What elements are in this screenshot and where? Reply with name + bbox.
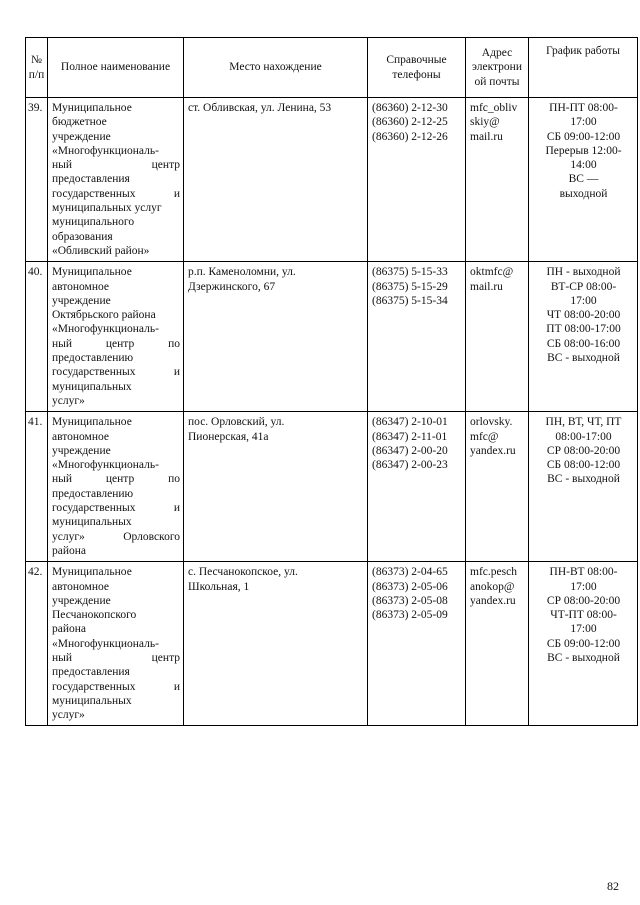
address-line: ст. Обливская, ул. Ленина, 53 (188, 102, 332, 114)
name-word: по (168, 337, 180, 350)
email-line: skiy@ (470, 116, 500, 129)
cell-address (184, 562, 368, 726)
address-line: Дзержинского, 67 (188, 280, 276, 293)
cell-address (184, 412, 368, 562)
header-phones-line: телефоны (392, 68, 441, 81)
cell-num: 39. (26, 98, 48, 262)
name-line (52, 187, 180, 201)
email-line: anokop@ (470, 580, 515, 593)
document-page (25, 37, 637, 893)
name-line: района (52, 623, 87, 636)
schedule-line: СБ 09:00-12:00 (546, 130, 621, 143)
header-email-line: Адрес (481, 47, 513, 60)
schedule-line: 17:00 (570, 623, 597, 636)
schedule-line: СР 08:00-20:00 (546, 444, 621, 457)
schedule-line: ВС — (568, 173, 599, 186)
name-line: учреждение (52, 294, 111, 307)
name-line: автономное (52, 580, 109, 593)
mfc-table (25, 37, 638, 726)
email-line: mfc@ (470, 430, 499, 443)
name-line: Октябрьского района (52, 309, 156, 322)
schedule-line: ВТ-СР 08:00- (550, 280, 617, 293)
phone-line: (86347) 2-00-23 (372, 459, 448, 472)
email-line: yandex.ru (470, 594, 516, 607)
name-line: «Многофункциональ- (52, 637, 159, 650)
email-line: mfc_obliv (470, 102, 518, 114)
schedule-line: СР 08:00-20:00 (546, 594, 621, 607)
name-line: района (52, 544, 87, 557)
name-line: учреждение (52, 130, 111, 143)
name-line: муниципальных (52, 516, 132, 529)
name-line: Муниципальное (52, 102, 132, 114)
email-line: yandex.ru (470, 444, 516, 457)
name-line: муниципальных (52, 380, 132, 393)
name-line: «Многофункциональ- (52, 323, 159, 336)
phone-line: (86375) 5-15-33 (372, 266, 448, 279)
name-word: ный (52, 159, 73, 172)
name-line (52, 530, 180, 544)
phone-line: (86360) 2-12-25 (372, 116, 448, 129)
address-line: с. Песчанокопское, ул. (188, 566, 298, 579)
name-word: по (168, 473, 180, 486)
header-phones-line: Справочные (386, 54, 447, 67)
header-email-line: ой почты (474, 75, 520, 88)
name-line: учреждение (52, 444, 111, 457)
header-num (26, 38, 48, 98)
table-row (26, 412, 638, 562)
name-line (52, 651, 180, 665)
schedule-line: ЧТ-ПТ 08:00- (550, 609, 617, 622)
schedule-line: ВС - выходной (547, 651, 620, 664)
name-line (52, 501, 180, 515)
address-line: р.п. Каменоломни, ул. (188, 266, 296, 279)
header-name (48, 38, 184, 98)
name-line (52, 337, 180, 351)
cell-name (48, 262, 184, 412)
name-line (52, 680, 180, 694)
name-word: ный (52, 473, 73, 486)
cell-phones (368, 562, 466, 726)
schedule-line: ЧТ 08:00-20:00 (546, 309, 621, 322)
name-line: Муниципальное (52, 566, 132, 579)
cell-address (184, 98, 368, 262)
name-line (52, 365, 180, 379)
email-line: mfc.pesch (470, 566, 517, 579)
address-line: пос. Орловский, ул. (188, 416, 285, 429)
name-line: Песчанокопского (52, 609, 137, 622)
phone-line: (86375) 5-15-29 (372, 280, 448, 293)
cell-num: 41. (26, 412, 48, 562)
cell-phones (368, 98, 466, 262)
header-num-line: № (31, 54, 42, 67)
header-name-label: Полное наименование (60, 61, 171, 74)
schedule-line: ПН - выходной (546, 266, 621, 279)
name-line: «Обливский район» (52, 244, 150, 257)
table-row (26, 98, 638, 262)
name-word: Орловского (123, 530, 180, 543)
schedule-line: выходной (559, 187, 608, 200)
name-line: услуг» (52, 709, 85, 722)
name-word: центр (105, 337, 135, 350)
phone-line: (86347) 2-10-01 (372, 416, 448, 429)
header-address-label: Место нахождение (229, 61, 322, 74)
schedule-line: Перерыв 12:00- (545, 144, 622, 157)
phone-line: (86373) 2-05-08 (372, 594, 448, 607)
phone-line: (86373) 2-05-06 (372, 580, 448, 593)
schedule-line: ВС - выходной (547, 352, 620, 365)
schedule-line: ПН-ПТ 08:00- (549, 102, 618, 114)
name-word: государственных (52, 680, 136, 693)
name-line: муниципальных (52, 694, 132, 707)
email-line: oktmfc@ (470, 266, 514, 279)
cell-phones (368, 412, 466, 562)
name-line: бюджетное (52, 116, 107, 129)
phone-line: (86347) 2-00-20 (372, 444, 448, 457)
phone-line: (86373) 2-05-09 (372, 609, 448, 622)
address-line: Школьная, 1 (188, 580, 250, 593)
name-word: и (173, 187, 180, 200)
schedule-line: СБ 09:00-12:00 (546, 637, 621, 650)
name-line: «Многофункциональ- (52, 144, 159, 157)
cell-schedule (529, 262, 638, 412)
name-line: услуг» (52, 394, 85, 407)
phone-line: (86347) 2-11-01 (372, 430, 448, 443)
cell-schedule (529, 98, 638, 262)
cell-address (184, 262, 368, 412)
schedule-line: 17:00 (570, 580, 597, 593)
header-num-line: п/п (28, 68, 45, 81)
table-row (26, 562, 638, 726)
schedule-line: ПН, ВТ, ЧТ, ПТ (545, 416, 622, 429)
email-line: mail.ru (470, 130, 503, 143)
header-address (184, 38, 368, 98)
name-word: и (173, 680, 180, 693)
cell-schedule (529, 562, 638, 726)
name-line: муниципальных услуг (52, 202, 162, 215)
schedule-line: ПН-ВТ 08:00- (549, 566, 618, 579)
name-word: центр (151, 651, 180, 664)
header-schedule (529, 38, 638, 98)
phone-line: (86360) 2-12-26 (372, 130, 448, 143)
email-line: mail.ru (470, 280, 503, 293)
name-line: учреждение (52, 594, 111, 607)
table-row (26, 262, 638, 412)
table-header-row (26, 38, 638, 98)
schedule-line: ВС - выходной (547, 473, 620, 486)
table-body (26, 98, 638, 726)
name-line: Муниципальное (52, 266, 132, 279)
name-line: предоставления (52, 173, 130, 186)
schedule-line: ПТ 08:00-17:00 (546, 323, 621, 336)
email-line: orlovsky. (470, 416, 513, 429)
schedule-line: 17:00 (570, 116, 597, 129)
cell-email (466, 562, 529, 726)
name-line: автономное (52, 280, 109, 293)
name-word: ный (52, 337, 73, 350)
name-word: государственных (52, 187, 136, 200)
cell-phones (368, 262, 466, 412)
schedule-line: СБ 08:00-12:00 (546, 459, 621, 472)
name-word: государственных (52, 366, 136, 379)
cell-email (466, 98, 529, 262)
name-line (52, 158, 180, 172)
phone-line: (86360) 2-12-30 (372, 102, 448, 114)
name-line: предоставлению (52, 487, 134, 500)
address-line: Пионерская, 41а (188, 430, 269, 443)
header-email (466, 38, 529, 98)
schedule-line: 17:00 (570, 294, 597, 307)
phone-line: (86373) 2-04-65 (372, 566, 448, 579)
schedule-line: СБ 08:00-16:00 (546, 337, 621, 350)
cell-num: 40. (26, 262, 48, 412)
cell-email (466, 412, 529, 562)
name-line: автономное (52, 430, 109, 443)
cell-email (466, 262, 529, 412)
name-line: предоставлению (52, 352, 134, 365)
header-schedule-label: График работы (546, 45, 620, 57)
name-line: «Многофункциональ- (52, 459, 159, 472)
name-word: и (173, 366, 180, 379)
name-line: муниципального (52, 216, 135, 229)
cell-num: 42. (26, 562, 48, 726)
name-word: и (173, 502, 180, 515)
name-word: ный (52, 651, 73, 664)
name-line: образования (52, 230, 113, 243)
name-line: предоставления (52, 666, 130, 679)
name-word: услуг» (52, 530, 85, 543)
name-line (52, 472, 180, 486)
header-phones (368, 38, 466, 98)
name-line: Муниципальное (52, 416, 132, 429)
name-word: центр (151, 159, 180, 172)
schedule-line: 08:00-17:00 (555, 430, 612, 443)
cell-name (48, 98, 184, 262)
cell-name (48, 412, 184, 562)
name-word: государственных (52, 502, 136, 515)
name-word: центр (105, 473, 135, 486)
schedule-line: 14:00 (570, 159, 597, 172)
cell-name (48, 562, 184, 726)
header-email-line: электрони (472, 61, 522, 74)
page-number: 82 (607, 879, 619, 893)
phone-line: (86375) 5-15-34 (372, 294, 448, 307)
cell-schedule (529, 412, 638, 562)
